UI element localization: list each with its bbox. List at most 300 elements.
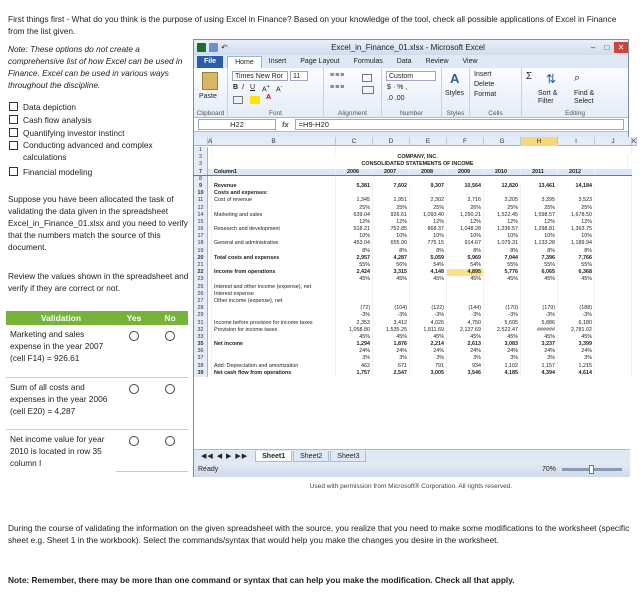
cell[interactable]: 1,345 xyxy=(336,197,373,204)
cell[interactable]: General and administrative xyxy=(212,240,336,247)
cell[interactable] xyxy=(447,284,484,291)
cell[interactable]: 12,820 xyxy=(484,183,521,190)
cell[interactable]: 1,290.21 xyxy=(447,212,484,219)
cell[interactable]: 10% xyxy=(484,233,521,240)
cell[interactable]: 45% xyxy=(558,276,595,283)
fill-color-icon[interactable] xyxy=(250,96,260,104)
sort-filter-icon[interactable]: ⇅ xyxy=(546,72,557,86)
cell[interactable] xyxy=(336,298,373,305)
cell[interactable] xyxy=(595,348,632,355)
cell[interactable]: Net income xyxy=(212,341,336,348)
cell[interactable] xyxy=(212,276,336,283)
cell[interactable] xyxy=(595,190,632,197)
sheet-nav-icons[interactable]: ◀◀ ◀ ▶ ▶▶ xyxy=(201,452,249,460)
column-header-i[interactable]: I xyxy=(558,137,595,146)
cell[interactable]: -3% xyxy=(521,312,558,319)
cell[interactable] xyxy=(336,190,373,197)
cell[interactable]: 2011 xyxy=(521,169,558,175)
cell[interactable] xyxy=(521,291,558,298)
cell[interactable] xyxy=(447,190,484,197)
cell[interactable] xyxy=(212,176,336,183)
close-icon[interactable]: ✕ xyxy=(614,42,628,53)
cell[interactable]: 462 xyxy=(336,363,373,370)
row-number[interactable]: 11 xyxy=(194,197,208,204)
row-number[interactable]: 7 xyxy=(194,169,208,175)
cell[interactable]: 25% xyxy=(558,205,595,212)
cell[interactable]: 3,395 xyxy=(521,197,558,204)
cell[interactable]: Income before provision for income taxes xyxy=(212,320,336,327)
cell[interactable]: 10% xyxy=(558,233,595,240)
cell[interactable]: 1,079.31 xyxy=(484,240,521,247)
row-number[interactable]: 29 xyxy=(194,312,208,319)
cell[interactable]: 1,058.80 xyxy=(336,327,373,334)
cell[interactable]: -3% xyxy=(558,312,595,319)
cell[interactable]: 5,605 xyxy=(484,320,521,327)
row-number[interactable]: 27 xyxy=(194,298,208,305)
tab-file[interactable]: File xyxy=(197,56,223,68)
cell[interactable]: 8% xyxy=(521,248,558,255)
cell[interactable]: 2,522.47 xyxy=(484,327,521,334)
cell[interactable]: 3% xyxy=(373,355,410,362)
merge-icon[interactable] xyxy=(362,86,374,94)
cell[interactable] xyxy=(336,147,632,154)
save-icon[interactable] xyxy=(209,43,218,52)
row-number[interactable]: 17 xyxy=(194,233,208,240)
cell[interactable] xyxy=(595,320,632,327)
cell[interactable]: 1,215 xyxy=(558,363,595,370)
cell[interactable]: 10% xyxy=(336,233,373,240)
cell[interactable]: 2,547 xyxy=(373,370,410,377)
row-number[interactable]: 28 xyxy=(194,305,208,312)
cell[interactable]: 55% xyxy=(521,262,558,269)
cell[interactable] xyxy=(595,212,632,219)
row-number[interactable]: 33 xyxy=(194,334,208,341)
cell[interactable]: (144) xyxy=(447,305,484,312)
cell[interactable]: 8% xyxy=(447,248,484,255)
cell[interactable]: 914.67 xyxy=(447,240,484,247)
tab-home[interactable]: Home xyxy=(227,56,262,68)
cell[interactable]: 5,886 xyxy=(521,320,558,327)
cell[interactable] xyxy=(595,233,632,240)
cell[interactable]: 934 xyxy=(447,363,484,370)
cell[interactable]: 4,394 xyxy=(521,370,558,377)
cell[interactable]: Total costs and expenses xyxy=(212,255,336,262)
row-number[interactable]: 20 xyxy=(194,255,208,262)
cell[interactable] xyxy=(595,284,632,291)
cell[interactable]: 4,026 xyxy=(410,320,447,327)
cell[interactable]: Income from operations xyxy=(212,269,336,276)
cell[interactable]: 2,781.02 xyxy=(558,327,595,334)
currency-button[interactable]: $ · % , xyxy=(387,84,408,91)
cell[interactable]: 3,005 xyxy=(410,370,447,377)
cell[interactable]: Other income (expense), net xyxy=(212,298,336,305)
cell[interactable]: 791 xyxy=(410,363,447,370)
cell[interactable]: 10% xyxy=(521,233,558,240)
cell[interactable]: 45% xyxy=(484,276,521,283)
row-number[interactable]: 8 xyxy=(194,176,208,183)
font-color-icon[interactable]: A xyxy=(266,94,272,101)
cell[interactable] xyxy=(558,291,595,298)
cell[interactable]: 1,102 xyxy=(484,363,521,370)
cell[interactable]: 4,895 xyxy=(447,269,484,276)
cell[interactable]: 45% xyxy=(410,334,447,341)
row-number[interactable]: 3 xyxy=(194,161,208,168)
cell[interactable] xyxy=(595,305,632,312)
checkbox[interactable] xyxy=(9,128,18,137)
cell[interactable]: 3,315 xyxy=(373,269,410,276)
cell[interactable] xyxy=(447,291,484,298)
cell[interactable]: 1,522.45 xyxy=(484,212,521,219)
checkbox[interactable] xyxy=(9,102,18,111)
cell[interactable] xyxy=(595,197,632,204)
column-header-c[interactable]: C xyxy=(336,137,373,146)
cell[interactable]: -3% xyxy=(447,312,484,319)
cell[interactable]: Net cash flow from operations xyxy=(212,370,336,377)
cell[interactable]: 1,157 xyxy=(521,363,558,370)
cell[interactable]: 1,298.81 xyxy=(521,226,558,233)
cell[interactable]: 5,381 xyxy=(336,183,373,190)
cell[interactable]: 8% xyxy=(484,248,521,255)
cell[interactable]: 6,368 xyxy=(558,269,595,276)
cell[interactable]: 9,307 xyxy=(410,183,447,190)
cell[interactable]: 24% xyxy=(373,348,410,355)
cell[interactable] xyxy=(595,269,632,276)
cell[interactable]: 4,287 xyxy=(373,255,410,262)
cell[interactable]: 2,957 xyxy=(336,255,373,262)
column-header-d[interactable]: D xyxy=(373,137,410,146)
cell[interactable]: 10% xyxy=(410,233,447,240)
sheet-title[interactable]: COMPANY, INC. xyxy=(208,154,628,161)
row-number[interactable]: 21 xyxy=(194,262,208,269)
tab-review[interactable]: Review xyxy=(425,58,449,65)
cell[interactable]: 3,237 xyxy=(521,341,558,348)
cell[interactable]: -3% xyxy=(336,312,373,319)
cell[interactable]: 1,678.50 xyxy=(558,212,595,219)
row-number[interactable]: 10 xyxy=(194,190,208,197)
option-investor-instinct[interactable]: Quantifying investor instinct xyxy=(9,126,189,139)
cell[interactable]: 12% xyxy=(373,219,410,226)
align-icons-2[interactable]: ≡≡≡ xyxy=(330,84,346,91)
cell[interactable]: 2,716 xyxy=(447,197,484,204)
cell[interactable] xyxy=(521,190,558,197)
cell[interactable] xyxy=(336,176,632,183)
font-name-select[interactable]: Times New Ror xyxy=(232,71,288,81)
cell[interactable]: 3% xyxy=(521,355,558,362)
cell[interactable]: 24% xyxy=(336,348,373,355)
cell[interactable] xyxy=(595,240,632,247)
cell[interactable]: 55% xyxy=(558,262,595,269)
cell[interactable]: 25% xyxy=(484,205,521,212)
yes-radio[interactable] xyxy=(129,436,139,446)
row-number[interactable]: 35 xyxy=(194,341,208,348)
cell[interactable] xyxy=(484,284,521,291)
column-header-f[interactable]: F xyxy=(447,137,484,146)
cell[interactable]: 4,750 xyxy=(447,320,484,327)
column-header-j[interactable]: J xyxy=(595,137,632,146)
cell[interactable]: 2,214 xyxy=(410,341,447,348)
cell[interactable]: 3% xyxy=(484,355,521,362)
cell[interactable]: 24% xyxy=(447,348,484,355)
cell[interactable] xyxy=(410,291,447,298)
cell[interactable] xyxy=(595,312,632,319)
sheet-subtitle[interactable]: CONSOLIDATED STATEMENTS OF INCOME xyxy=(208,161,628,168)
styles-icon[interactable]: A xyxy=(450,71,460,86)
cell[interactable]: 45% xyxy=(447,276,484,283)
borders-icon[interactable] xyxy=(233,96,243,104)
cell[interactable]: 1,189.94 xyxy=(558,240,595,247)
cell[interactable]: 3,399 xyxy=(558,341,595,348)
cell[interactable] xyxy=(558,284,595,291)
cell[interactable]: -3% xyxy=(373,312,410,319)
cell[interactable]: 26% xyxy=(447,205,484,212)
cell[interactable] xyxy=(212,147,336,154)
cell[interactable]: 3% xyxy=(447,355,484,362)
zoom-slider[interactable] xyxy=(562,468,622,471)
cell[interactable]: 1,133.28 xyxy=(521,240,558,247)
tab-page-layout[interactable]: Page Layout xyxy=(300,58,340,65)
row-number[interactable]: 9 xyxy=(194,183,208,190)
cell[interactable] xyxy=(558,298,595,305)
cell[interactable]: 2009 xyxy=(447,169,484,175)
cell[interactable] xyxy=(336,284,373,291)
cell[interactable]: 3,083 xyxy=(484,341,521,348)
cell[interactable]: 639.04 xyxy=(336,212,373,219)
cell[interactable]: 7,766 xyxy=(558,255,595,262)
cell[interactable] xyxy=(558,190,595,197)
tab-data[interactable]: Data xyxy=(396,58,412,65)
checkbox[interactable] xyxy=(9,167,18,176)
cell[interactable]: 3% xyxy=(410,355,447,362)
cell[interactable]: (72) xyxy=(336,305,373,312)
cell[interactable]: 1,294 xyxy=(336,341,373,348)
autosum-icon[interactable]: Σ xyxy=(526,71,533,82)
cell[interactable]: 12% xyxy=(447,219,484,226)
tab-view[interactable]: View xyxy=(462,58,478,65)
cell[interactable]: 45% xyxy=(558,334,595,341)
cell[interactable] xyxy=(595,255,632,262)
cell[interactable]: 8% xyxy=(373,248,410,255)
insert-cells-button[interactable]: Insert xyxy=(474,71,492,78)
cell[interactable] xyxy=(595,205,632,212)
checkbox[interactable] xyxy=(9,115,18,124)
cell[interactable]: -3% xyxy=(410,312,447,319)
shrink-font-button[interactable]: A- xyxy=(276,84,283,94)
cell[interactable]: 3,205 xyxy=(484,197,521,204)
cell[interactable]: 2010 xyxy=(484,169,521,175)
cell[interactable]: 5,059 xyxy=(410,255,447,262)
row-number[interactable]: 22 xyxy=(194,269,208,276)
cell[interactable]: Interest and other income (expense), net xyxy=(212,284,336,291)
cell[interactable]: 1,236.57 xyxy=(484,226,521,233)
row-number[interactable]: 32 xyxy=(194,327,208,334)
wrap-text-icon[interactable] xyxy=(362,74,372,82)
number-format-select[interactable]: Custom xyxy=(386,71,436,81)
cell[interactable]: 54% xyxy=(410,262,447,269)
cell[interactable] xyxy=(212,334,336,341)
formula-input[interactable]: =H9-H20 xyxy=(295,119,624,130)
cell[interactable]: 24% xyxy=(521,348,558,355)
no-radio[interactable] xyxy=(165,436,175,446)
row-number[interactable]: 36 xyxy=(194,348,208,355)
cell[interactable]: 13,461 xyxy=(521,183,558,190)
sort-filter-button[interactable]: Sort & Filter xyxy=(538,90,558,105)
cell[interactable]: 868.37 xyxy=(410,226,447,233)
cell[interactable]: (170) xyxy=(484,305,521,312)
maximize-icon[interactable]: □ xyxy=(604,43,610,52)
row-number[interactable]: 39 xyxy=(194,370,208,377)
cell[interactable]: Add: Depreciation and amortization xyxy=(212,363,336,370)
cell[interactable]: 7,602 xyxy=(373,183,410,190)
cell[interactable]: 5,969 xyxy=(447,255,484,262)
paste-icon[interactable] xyxy=(202,72,218,90)
column-header-k[interactable]: K xyxy=(632,138,637,145)
cell[interactable] xyxy=(595,355,632,362)
cell[interactable]: 25% xyxy=(521,205,558,212)
cell[interactable] xyxy=(595,226,632,233)
cell[interactable]: 2,353 xyxy=(336,320,373,327)
cell[interactable]: 2,424 xyxy=(336,269,373,276)
sheet-tab-1[interactable]: Sheet1 xyxy=(255,451,292,462)
cell[interactable] xyxy=(410,284,447,291)
cell[interactable] xyxy=(373,291,410,298)
cell[interactable]: 6,180 xyxy=(558,320,595,327)
cell[interactable]: 54% xyxy=(447,262,484,269)
worksheet-grid[interactable] xyxy=(194,137,637,449)
cell[interactable]: 1,363.75 xyxy=(558,226,595,233)
column-header-a[interactable]: A xyxy=(208,138,213,145)
cell[interactable]: 671 xyxy=(373,363,410,370)
row-number[interactable]: 12 xyxy=(194,205,208,212)
cell[interactable] xyxy=(595,334,632,341)
cell[interactable]: (188) xyxy=(558,305,595,312)
cell[interactable]: Marketing and sales xyxy=(212,212,336,219)
cell[interactable] xyxy=(484,190,521,197)
cell[interactable]: 4,185 xyxy=(484,370,521,377)
option-cash-flow[interactable]: Cash flow analysis xyxy=(9,113,189,126)
row-number[interactable]: 14 xyxy=(194,212,208,219)
cell[interactable] xyxy=(373,284,410,291)
cell[interactable]: 25% xyxy=(410,205,447,212)
cell[interactable]: 12% xyxy=(484,219,521,226)
cell[interactable] xyxy=(521,284,558,291)
cell[interactable]: 12% xyxy=(336,219,373,226)
delete-cells-button[interactable]: Delete xyxy=(474,81,495,88)
row-number[interactable]: 23 xyxy=(194,276,208,283)
cell[interactable] xyxy=(484,291,521,298)
row-number[interactable]: 31 xyxy=(194,320,208,327)
cell[interactable]: 1,811.69 xyxy=(410,327,447,334)
cell[interactable]: 1,093.40 xyxy=(410,212,447,219)
cell[interactable]: 10,564 xyxy=(447,183,484,190)
cell[interactable]: 14,184 xyxy=(558,183,595,190)
cell[interactable] xyxy=(595,183,632,190)
cell[interactable]: 3,546 xyxy=(447,370,484,377)
grow-font-button[interactable]: A+ xyxy=(262,84,271,94)
cell[interactable]: 7,044 xyxy=(484,255,521,262)
cell[interactable]: 6,065 xyxy=(521,269,558,276)
cell[interactable] xyxy=(212,205,336,212)
row-number[interactable]: 16 xyxy=(194,226,208,233)
column-header-b[interactable]: B xyxy=(212,137,336,146)
cell[interactable] xyxy=(212,262,336,269)
cell[interactable] xyxy=(212,219,336,226)
cell[interactable]: 926.61 xyxy=(373,212,410,219)
cell[interactable]: Costs and expenses: xyxy=(212,190,336,197)
cell[interactable]: 10% xyxy=(447,233,484,240)
cell[interactable]: 775.15 xyxy=(410,240,447,247)
minimize-icon[interactable]: – xyxy=(590,43,596,52)
row-number[interactable]: 25 xyxy=(194,284,208,291)
cell[interactable] xyxy=(336,291,373,298)
option-data-depiction[interactable]: Data depiction xyxy=(9,100,189,113)
cell[interactable]: (179) xyxy=(521,305,558,312)
cell[interactable]: -3% xyxy=(484,312,521,319)
italic-button[interactable]: I xyxy=(242,84,244,91)
cell[interactable] xyxy=(595,327,632,334)
cell[interactable]: 24% xyxy=(558,348,595,355)
tab-insert[interactable]: Insert xyxy=(268,58,287,65)
cell[interactable] xyxy=(212,248,336,255)
cell[interactable]: 3% xyxy=(336,355,373,362)
cell[interactable]: 3,412 xyxy=(373,320,410,327)
row-number[interactable]: 26 xyxy=(194,291,208,298)
zoom-level[interactable]: 70% xyxy=(541,466,556,473)
cell[interactable]: 45% xyxy=(373,276,410,283)
cell[interactable] xyxy=(521,298,558,305)
cell[interactable]: 10% xyxy=(373,233,410,240)
cell[interactable] xyxy=(410,298,447,305)
cell[interactable] xyxy=(484,298,521,305)
cell[interactable]: 1,876 xyxy=(373,341,410,348)
cell[interactable]: 25% xyxy=(373,205,410,212)
cell[interactable] xyxy=(595,248,632,255)
row-number[interactable]: 19 xyxy=(194,248,208,255)
undo-icon[interactable]: ↶ xyxy=(221,43,228,52)
row-number[interactable]: 15 xyxy=(194,219,208,226)
cell[interactable]: 12% xyxy=(558,219,595,226)
cell[interactable]: 55% xyxy=(336,262,373,269)
find-select-icon[interactable]: ⌕ xyxy=(574,72,581,84)
cell[interactable] xyxy=(373,190,410,197)
cell[interactable]: 56% xyxy=(373,262,410,269)
cell[interactable]: 45% xyxy=(521,276,558,283)
cell[interactable]: 5,776 xyxy=(484,269,521,276)
cell[interactable]: 45% xyxy=(521,334,558,341)
cell[interactable]: 752.85 xyxy=(373,226,410,233)
cell[interactable]: 1,535.25 xyxy=(373,327,410,334)
checkbox[interactable] xyxy=(9,141,18,150)
sheet-tab-2[interactable]: Sheet2 xyxy=(293,451,329,462)
row-number[interactable]: 2 xyxy=(194,154,208,161)
cell[interactable]: Provision for income taxes xyxy=(212,327,336,334)
bold-button[interactable]: B xyxy=(233,84,239,91)
cell[interactable]: Cost of revenue xyxy=(212,197,336,204)
cell[interactable]: 45% xyxy=(447,334,484,341)
cell[interactable]: 45% xyxy=(336,334,373,341)
select-all-corner[interactable] xyxy=(194,137,208,146)
paste-label[interactable]: Paste xyxy=(199,93,217,100)
sheet-tab-3[interactable]: Sheet3 xyxy=(330,451,366,462)
styles-button[interactable]: Styles xyxy=(445,90,465,97)
no-radio[interactable] xyxy=(165,331,175,341)
no-radio[interactable] xyxy=(165,384,175,394)
cell[interactable]: 655.90 xyxy=(373,240,410,247)
cell[interactable] xyxy=(595,219,632,226)
cell[interactable]: 12% xyxy=(410,219,447,226)
option-calculations[interactable]: Conducting advanced and complex calculations xyxy=(9,139,189,165)
cell[interactable]: 8% xyxy=(336,248,373,255)
underline-button[interactable]: U xyxy=(250,84,256,91)
